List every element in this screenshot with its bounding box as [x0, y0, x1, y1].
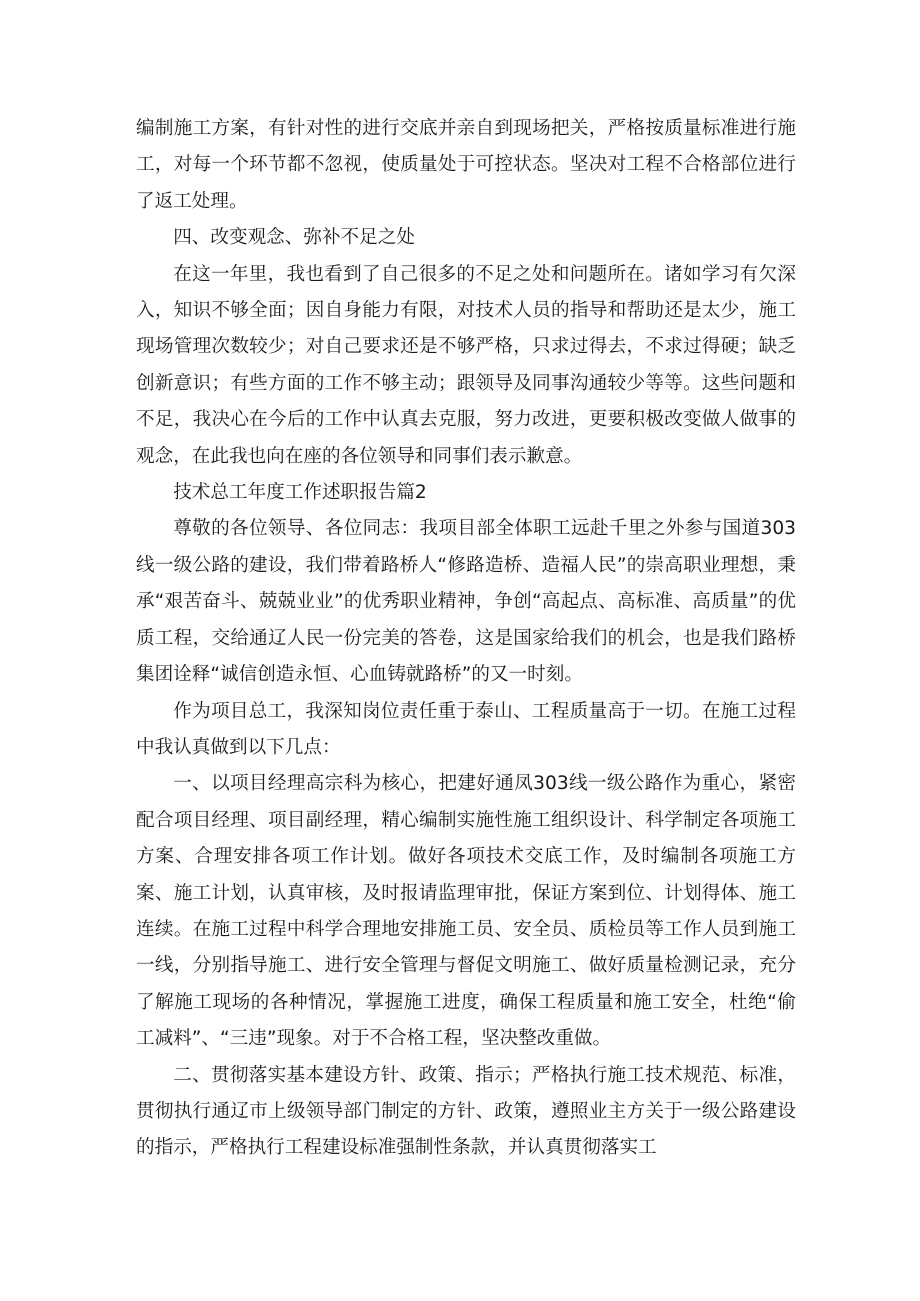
- paragraph-quality-control: 编制施工方案，有针对性的进行交底并亲自到现场把关，严格按质量标准进行施工，对每一个环节都不忽视，使质量处于可控状态。坚决对工程不合格部位进行了返工处理。: [136, 118, 796, 212]
- paragraph-shortcomings: 在这一年里，我也看到了自己很多的不足之处和问题所在。诸如学习有欠深入，知识不够全面；因自身能力有限，对技术人员的指导和帮助还是太少，施工现场管理次数较少；对自己要求还是不够严格，只求过得去，不求过得硬；缺乏创新意识；有些方面的工作不够主动；跟领导及同事沟通较少等等。这些问题和不足，我决心在今后的工作中认真去克服，努力改进，更要积极改变做人做事的观念，在此我也向在座的各位领导和同事们表示歉意。: [136, 263, 796, 467]
- paragraph-greeting: 尊敬的各位领导、各位同志：我项目部全体职工远赴千里之外参与国道303线一级公路的建设，我们带着路桥人“修路造桥、造福人民”的崇高职业理想，秉承“艰苦奋斗、兢兢业业”的优秀职业精神，争创“高起点、高标准、高质量”的优质工程，交给通辽人民一份完美的答卷，这是国家给我们的机会，也是我们路桥集团诠释“诚信创造永恒、心血铸就路桥”的又一时刻。: [136, 518, 796, 686]
- section-heading-change-concepts: 四、改变观念、弥补不足之处: [173, 227, 415, 249]
- report-title-part-2: 技术总工年度工作述职报告篇2: [173, 482, 427, 504]
- paragraph-point-two: 二、贯彻落实基本建设方针、政策、指示；严格执行施工技术规范、标准，贯彻执行通辽市上级领导部门制定的方针、政策，遵照业主方关于一级公路建设的指示，严格执行工程建设标准强制性条款，并认真贯彻落实工: [136, 1064, 796, 1159]
- document-body: [136, 111, 796, 1167]
- paragraph-point-one: 一、以项目经理高宗科为核心，把建好通凤303线一级公路作为重心，紧密配合项目经理、项目副经理，精心编制实施性施工组织设计、科学制定各项施工方案、合理安排各项工作计划。做好各项技术交底工作，及时编制各项施工方案、施工计划，认真审核，及时报请监理审批，保证方案到位、计划得体、施工连续。在施工过程中科学合理地安排施工员、安全员、质检员等工作人员到施工一线，分别指导施工、进行安全管理与督促文明施工、做好质量检测记录，充分了解施工现场的各种情况，掌握施工进度，确保工程质量和施工安全，杜绝“偷工减料”、“三违”现象。对于不合格工程，坚决整改重做。: [136, 773, 796, 1050]
- paragraph-role-responsibility: 作为项目总工，我深知岗位责任重于泰山、工程质量高于一切。在施工过程中我认真做到以下几点：: [136, 700, 796, 758]
